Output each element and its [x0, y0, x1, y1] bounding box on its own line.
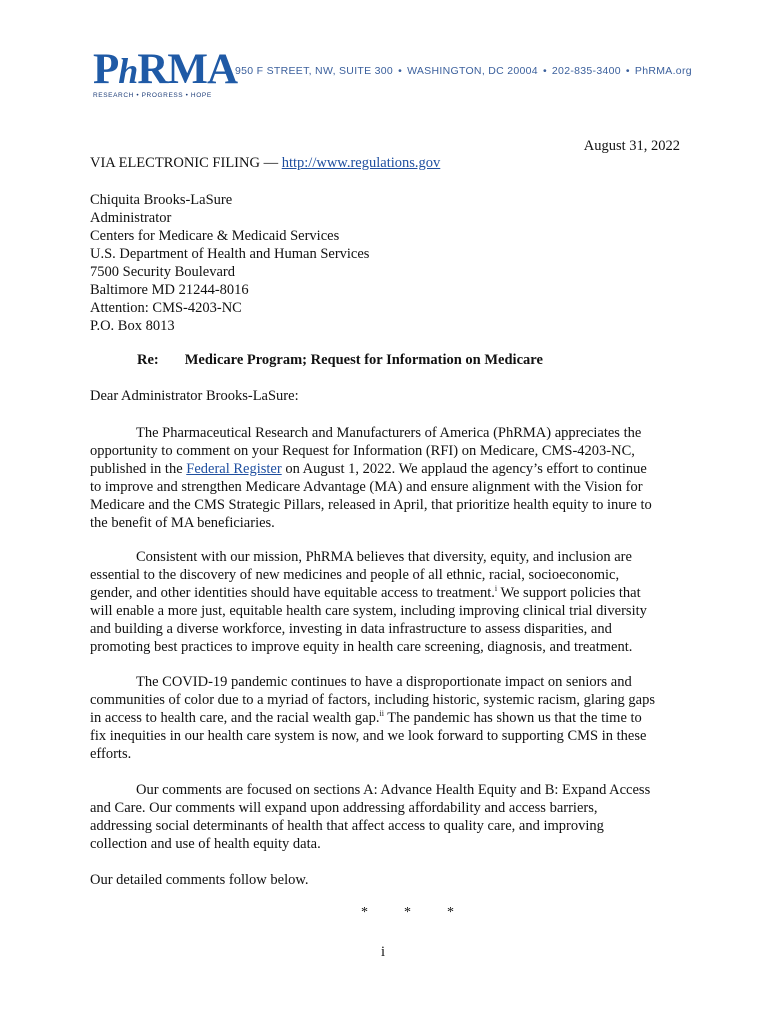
section-separator: [361, 905, 490, 921]
federal-register-link[interactable]: Federal Register: [186, 461, 282, 477]
text-line: and building a diverse workforce, investing in data infrastructure to assess disparities, and: [90, 621, 612, 637]
text-line: and Care. Our comments will expand upon addressing affordability and access barriers,: [90, 800, 598, 816]
text-line: to improve and strengthen Medicare Advantage (MA) and ensure alignment with the Vision for: [90, 479, 643, 495]
recipient-name: Chiquita Brooks-LaSure: [90, 192, 233, 208]
text-line: Consistent with our mission, PhRMA believes that diversity, equity, and inclusion are: [136, 549, 632, 565]
text-line: communities of color due to a myriad of factors, including historic, systemic racism, glaring gaps: [90, 692, 655, 708]
endnote-ref[interactable]: ii: [379, 709, 384, 719]
closing-line: Our detailed comments follow below.: [90, 872, 309, 888]
text-line: in access to health care, and the racial wealth gap.$^{ii}$ The pandemic has shown us that the time to: [90, 709, 642, 726]
text-line: Medicare and the CMS Strategic Pillars, released in April, that prioritize health equity to inure to: [90, 497, 652, 513]
via-line: [90, 155, 440, 172]
re-label: Re:: [137, 352, 159, 368]
text-line: addressing social determinants of health that affect access to quality care, and improving: [90, 818, 604, 834]
re-subject: Medicare Program; Request for Information on Medicare: [184, 352, 543, 368]
paragraph-1: [90, 424, 680, 532]
recipient-org2: U.S. Department of Health and Human Services: [90, 246, 370, 262]
separator-star: *: [404, 905, 411, 920]
recipient-attention: Attention: CMS-4203-NC: [90, 300, 242, 316]
recipient-pobox: P.O. Box 8013: [90, 318, 175, 334]
recipient-org1: Centers for Medicare & Medicaid Services: [90, 228, 340, 244]
page-number: i: [381, 944, 386, 960]
text-line: collection and use of health equity data.: [90, 836, 321, 852]
paragraph-3: [90, 673, 680, 763]
text-line: will enable a more just, equitable health care system, including improving clinical trial diversity: [90, 603, 647, 619]
regulations-link[interactable]: http://www.regulations.gov: [281, 155, 441, 171]
paragraph-4: [90, 781, 680, 853]
text-line: fix inequities in our health care system is now, and we look forward to supporting CMS in these: [90, 728, 647, 744]
recipient-address: [90, 191, 369, 335]
text-line: efforts.: [90, 746, 132, 762]
paragraph-2: [90, 548, 680, 656]
recipient-city: Baltimore MD 21244-8016: [90, 282, 249, 298]
salutation: Dear Administrator Brooks-LaSure:: [90, 388, 299, 404]
website-link[interactable]: PhRMA.org: [634, 65, 692, 77]
text-line: promoting best practices to improve equity in health care screening, diagnosis, and treatment.: [90, 639, 633, 655]
recipient-street: 7500 Security Boulevard: [90, 264, 235, 280]
phone-number: 202-835-3400: [551, 65, 621, 77]
subject-line: [137, 352, 543, 369]
street-address: 950 F STREET, NW, SUITE 300: [235, 65, 394, 77]
text-line: The Pharmaceutical Research and Manufacturers of America (PhRMA) appreciates the: [136, 425, 642, 441]
text-line: The COVID-19 pandemic continues to have a disproportionate impact on seniors and: [136, 674, 632, 690]
city-address: WASHINGTON, DC 20004: [407, 65, 538, 77]
endnote-ref[interactable]: i: [494, 584, 498, 594]
recipient-title: Administrator: [90, 210, 172, 226]
separator-star: *: [361, 905, 368, 920]
text-line: Our comments are focused on sections A: Advance Health Equity and B: Expand Access: [136, 782, 651, 798]
logo-wordmark: PhRMA: [93, 46, 238, 93]
logo-tagline: RESEARCH • PROGRESS • HOPE: [93, 92, 212, 99]
via-prefix: VIA ELECTRONIC FILING —: [90, 155, 279, 171]
text-line: published in the Federal Register on August 1, 2022. We applaud the agency’s effort to continue: [90, 461, 647, 477]
text-line: opportunity to comment on your Request for Information (RFI) on Medicare, CMS-4203-NC,: [90, 443, 635, 459]
text-line: essential to the discovery of new medicines and people of all ethnic, racial, socioeconomic,: [90, 567, 620, 583]
letter-date: August 31, 2022: [583, 138, 680, 154]
text-line: gender, and other identities should have equitable access to treatment.$^i$ We support policies that: [90, 584, 641, 601]
letterhead-address: 950 F STREET, NW, SUITE 300 • WASHINGTON, DC 20004 • 202-835-3400 • PhRMA.org: [235, 65, 692, 77]
phrma-logo: [93, 46, 238, 100]
text-line: the benefit of MA beneficiaries.: [90, 515, 275, 531]
separator-star: *: [447, 905, 454, 920]
